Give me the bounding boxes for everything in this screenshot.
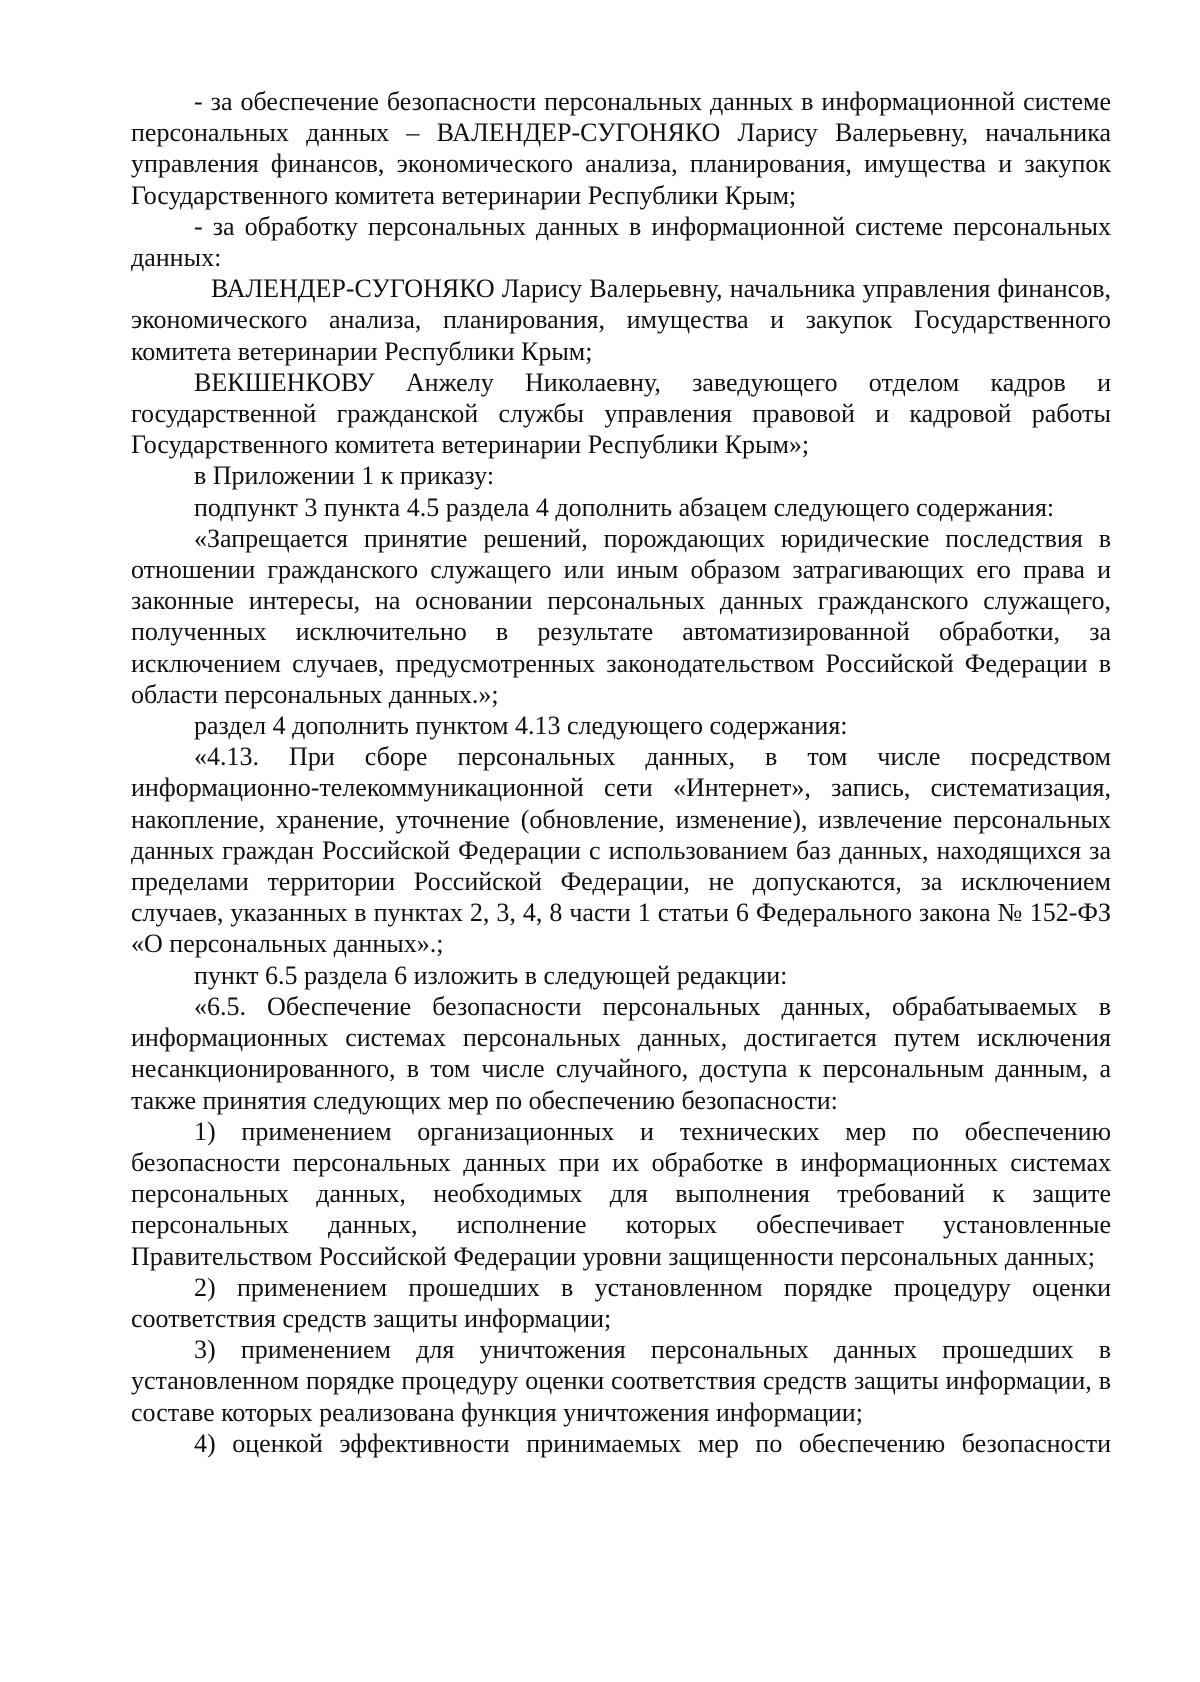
paragraph-6-5: «6.5. Обеспечение безопасности персональных данных, обрабатываемых в информационных системах персональных данных, достигается путем исключения несанкционированного, в том числе случайного, доступа к персональным данным, а также принятия следующих мер по обеспечению безопасности: <box>131 991 1111 1115</box>
paragraph-appendix-1: в Приложении 1 к приказу: <box>194 461 495 491</box>
paragraph-security-responsible: - за обеспечение безопасности персональных данных в информационной системе персональных данных – ВАЛЕНДЕР-СУГОНЯКО Ларису Валерьевну, начальника управления финансов, экономического анализа, планирования, имущества и закупок Государственного комитета ветеринарии Республики Крым; <box>131 87 1111 210</box>
paragraph-section-4-add: раздел 4 дополнить пунктом 4.13 следующего содержания: <box>194 711 848 741</box>
paragraph-6-5-intro: пункт 6.5 раздела 6 изложить в следующей редакции: <box>194 960 788 990</box>
paragraph-prohibition: «Запрещается принятие решений, порождающих юридические последствия в отношении гражданского служащего или иным образом затрагивающих его права и законные интересы, на основании персональных данных гражданского служащего, полученных исключительно в результате автоматизированной обработки, за исключением случаев, предусмотренных законодательством Российской Федерации в области персональных данных.»; <box>131 523 1111 709</box>
paragraph-processing-responsible: - за обработку персональных данных в информационной системе персональных данных: <box>131 211 1111 273</box>
paragraph-measure-1: 1) применением организационных и технических мер по обеспечению безопасности персональных данных при их обработке в информационных системах персональных данных, необходимых для выполнения требований к защите персональных данных, исполнение которых обеспечивает установленные Правительством Российской Федерации уровни защищенности персональных данных; <box>131 1116 1111 1271</box>
document-body <box>131 86 1111 1459</box>
paragraph-measure-4: 4) оценкой эффективности принимаемых мер по обеспечению безопасности <box>194 1428 1111 1458</box>
paragraph-valender: ВАЛЕНДЕР-СУГОНЯКО Ларису Валерьевну, начальника управления финансов, экономического анализа, планирования, имущества и закупок Государственного комитета ветеринарии Республики Крым; <box>131 274 1111 366</box>
paragraph-vekshenkova: ВЕКШЕНКОВУ Анжелу Николаевну, заведующего отделом кадров и государственной гражданской службы управления правовой и кадровой работы Государственного комитета ветеринарии Республики Крым»; <box>131 367 1111 460</box>
paragraph-measure-2: 2) применением прошедших в установленном порядке процедуру оценки соответствия средств защиты информации; <box>131 1272 1111 1333</box>
paragraph-subitem-3: подпункт 3 пункта 4.5 раздела 4 дополнить абзацем следующего содержания: <box>194 492 1055 522</box>
paragraph-measure-3: 3) применением для уничтожения персональных данных прошедших в установленном порядке процедуру оценки соответствия средств защиты информации, в составе которых реализована функция уничтожения информации; <box>131 1335 1111 1427</box>
paragraph-4-13: «4.13. При сборе персональных данных, в том числе посредством информационно-телекоммуникационной сети «Интернет», запись, систематизация, накопление, хранение, уточнение (обновление, изменение), извлечение персональных данных граждан Российской Федерации с использованием баз данных, находящихся за пределами территории Российской Федерации, не допускаются, за исключением случаев, указанных в пунктах 2, 3, 4, 8 части 1 статьи 6 Федерального закона № 152-ФЗ «О персональных данных».; <box>131 742 1111 959</box>
